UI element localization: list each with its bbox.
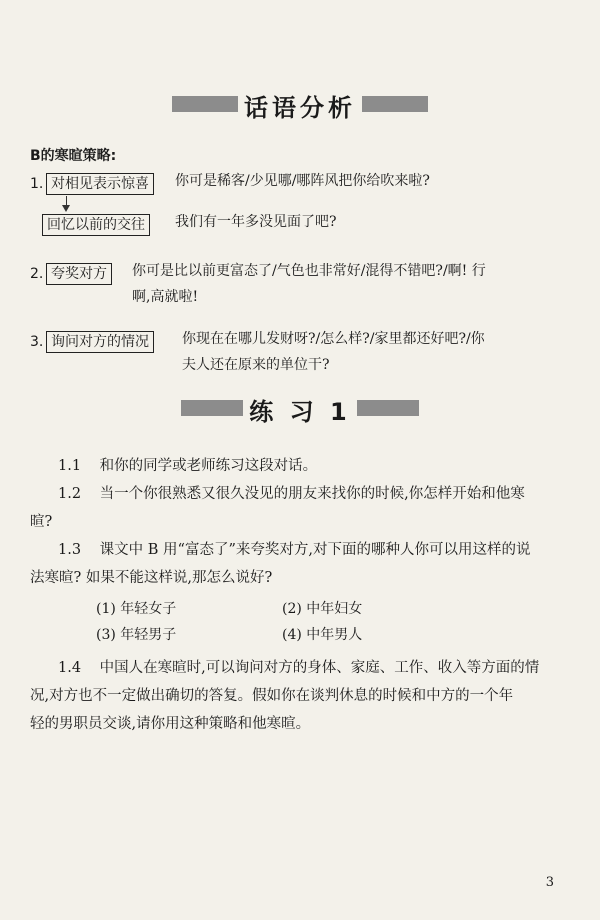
strategy-box-surprise: 对相见表示惊喜 xyxy=(46,173,154,195)
exercise-number: 1.3 xyxy=(58,542,82,558)
exercise-text: 和你的同学或老师练习这段对话。 xyxy=(99,458,318,474)
item-number: 2. xyxy=(30,266,44,282)
example-text: 你可是比以前更富态了/气色也非常好/混得不错吧?/啊! 行 xyxy=(132,263,486,279)
exercise-text: 当一个你很熟悉又很久没见的朋友来找你的时候,你怎样开始和他寒 xyxy=(99,486,525,502)
section-title-text: 练 习 1 xyxy=(243,398,356,426)
strategy-heading: B的寒暄策略: xyxy=(30,148,117,164)
example-text: 夫人还在原来的单位干? xyxy=(182,357,330,373)
option-young-woman: (1) 年轻女子 xyxy=(96,601,177,617)
section-title-exercise xyxy=(0,392,600,427)
page-number: 3 xyxy=(545,875,554,890)
option-middle-aged-man: (4) 中年男人 xyxy=(282,627,363,643)
section-title-text: 话语分析 xyxy=(238,94,362,122)
example-text: 你可是稀客/少见哪/哪阵风把你给吹来啦? xyxy=(175,173,430,189)
item-number: 1. xyxy=(30,176,44,192)
item-number: 3. xyxy=(30,334,44,350)
exercise-1-2 xyxy=(30,480,568,508)
option-young-man: (3) 年轻男子 xyxy=(96,627,177,643)
exercise-text-line: 法寒暄? 如果不能这样说,那怎么说好? xyxy=(30,570,273,586)
example-text: 我们有一年多没见面了吧? xyxy=(175,214,337,230)
strategy-box-inquire: 询问对方的情况 xyxy=(46,331,154,353)
option-middle-aged-woman: (2) 中年妇女 xyxy=(282,601,363,617)
arrow-down-icon xyxy=(62,205,70,212)
strategy-box-praise: 夸奖对方 xyxy=(46,263,112,285)
strategy-box-recall: 回忆以前的交往 xyxy=(42,214,150,236)
exercise-1-4 xyxy=(30,654,568,682)
exercise-text-line: 暄? xyxy=(30,514,53,530)
exercise-1-3 xyxy=(30,536,568,564)
exercise-number: 1.4 xyxy=(58,660,82,676)
section-title-discourse-analysis xyxy=(0,88,600,123)
exercise-number: 1.1 xyxy=(58,458,82,474)
exercise-text-line: 况,对方也不一定做出确切的答复。假如你在谈判休息的时候和中方的一个年 xyxy=(30,688,514,704)
exercise-text: 中国人在寒暄时,可以询问对方的身体、家庭、工作、收入等方面的情 xyxy=(99,660,540,676)
exercise-number: 1.2 xyxy=(58,486,82,502)
exercise-text: 课文中 B 用“富态了”来夸奖对方,对下面的哪种人你可以用这样的说 xyxy=(99,542,531,558)
exercise-text-line: 轻的男职员交谈,请你用这种策略和他寒暄。 xyxy=(30,716,311,732)
exercise-1-1 xyxy=(30,452,568,480)
example-text: 你现在在哪儿发财呀?/怎么样?/家里都还好吧?/你 xyxy=(182,331,485,347)
example-text: 啊,高就啦! xyxy=(132,289,199,305)
